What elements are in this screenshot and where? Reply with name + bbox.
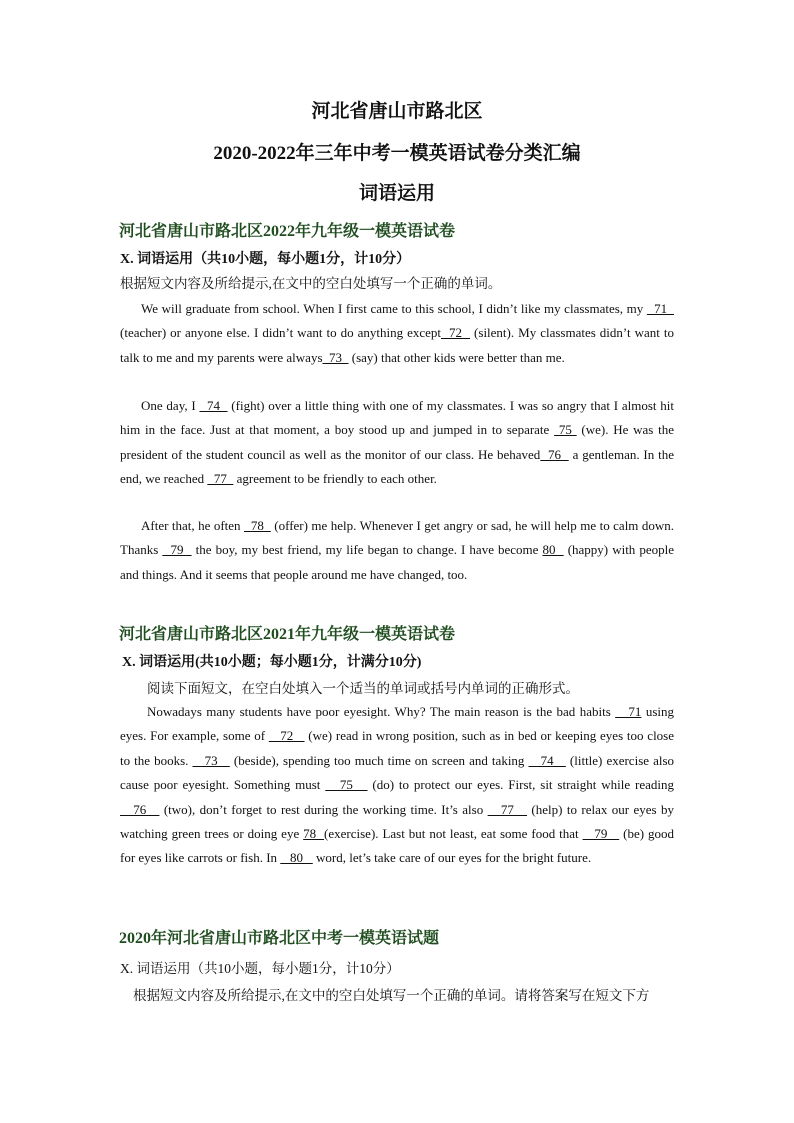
blank-73: 73 <box>322 349 349 365</box>
document-title-topic: 词语运用 <box>358 183 435 204</box>
text: (offer) me help. Whenever I get angry or sad, he will help me to calm down. Thanks <box>120 518 675 558</box>
section-2022-heading: 河北省唐山市路北区2022年九年级一模英语试卷 <box>119 223 456 240</box>
blank-80: 80 <box>542 542 564 558</box>
text: (two), don’t forget to rest during the working time. It’s also <box>159 801 488 817</box>
text: (teacher) or anyone else. I didn’t want to do anything except <box>120 325 442 341</box>
text: (say) that other kids were better than me. <box>348 349 565 365</box>
text: (we). He was the president of the student council as well as the monitor of our class. He behaved <box>120 422 675 462</box>
text: word, let’s take care of our eyes for the bright future. <box>312 850 592 866</box>
blank-72: 72 <box>268 728 305 744</box>
text: (little) exercise also cause poor eyesight. Something must <box>120 752 675 793</box>
blank-73: 73 <box>192 752 230 768</box>
text: After that, he often <box>141 518 244 533</box>
section-2020-intro: 根据短文内容及所给提示,在文中的空白处填写一个正确的单词。请将答案写在短文下方 <box>133 988 650 1003</box>
text: a gentleman. In the end, we reached <box>120 446 674 487</box>
section-2021-paragraph-1 <box>120 700 674 871</box>
section-2021-heading: 河北省唐山市路北区2021年九年级一模英语试卷 <box>119 626 456 643</box>
blank-77: 77 <box>487 801 528 817</box>
section-2022-intro: 根据短文内容及所给提示,在文中的空白处填写一个正确的单词。 <box>120 276 502 291</box>
blank-79: 79 <box>582 826 620 842</box>
blank-79: 79 <box>162 542 192 558</box>
section-2022-subheading: X. 词语运用（共10小题，每小题1分，计10分） <box>120 252 411 267</box>
text: (silent). My classmates didn’t want to talk to me and my parents were always <box>120 325 674 365</box>
blank-71: 71 <box>646 301 675 316</box>
document-title-region: 河北省唐山市路北区 <box>311 101 483 122</box>
section-2021-intro: 阅读下面短文，在空白处填入一个适当的单词或括号内单词的正确形式。 <box>147 681 579 696</box>
text: (help) to relax our eyes by watching green trees or doing eye <box>120 801 675 842</box>
text: (we) read in wrong position, such as in bed or keeping eyes too close to the books. <box>120 728 675 768</box>
text: (happy) with people and things. And it seems that people around me have changed, too. <box>120 542 675 582</box>
blank-80: 80 <box>280 850 313 866</box>
text: (exercise). Last but not least, eat some food that <box>324 826 583 842</box>
section-2022-paragraph-2 <box>120 394 674 492</box>
section-2020-subheading: X. 词语运用（共10小题，每小题1分，计10分） <box>120 961 400 976</box>
section-2021-subheading: X. 词语运用(共10小题；每小题1分，计满分10分) <box>122 655 422 670</box>
text: (do) to protect our eyes. First, sit straight while reading <box>367 777 675 793</box>
blank-71: 71 <box>615 704 642 719</box>
section-2022-paragraph-3 <box>120 514 674 587</box>
document-title-main: 2020-2022年三年中考一模英语试卷分类汇编 <box>213 143 581 164</box>
blank-76: 76 <box>540 446 569 462</box>
text: the boy, my best friend, my life began to change. I have become <box>191 542 543 558</box>
text: (be) good for eyes like carrots or fish. In <box>120 826 674 866</box>
text: (beside), spending too much time on screen and taking <box>229 752 529 768</box>
blank-76: 76 <box>120 801 160 817</box>
text: We will graduate from school. When I first came to this school, I didn’t like my classmates, my <box>141 301 647 316</box>
section-2020-heading: 2020年河北省唐山市路北区中考一模英语试题 <box>119 930 440 947</box>
text: agreement to be friendly to each other. <box>233 471 437 487</box>
text: using eyes. For example, some of <box>120 704 675 744</box>
blank-78: 78 <box>303 826 325 842</box>
blank-77: 77 <box>207 471 234 487</box>
blank-74: 74 <box>528 752 566 768</box>
blank-75: 75 <box>554 422 577 438</box>
text: One day, I <box>141 398 200 413</box>
blank-78: 78 <box>243 518 271 533</box>
blank-74: 74 <box>199 398 228 413</box>
blank-72: 72 <box>441 325 471 341</box>
text: (fight) over a little thing with one of my classmates. I was so angry that I almost hit him in the face. Just at that moment, a boy stood up and jumped in to separate <box>120 398 675 438</box>
blank-75: 75 <box>325 777 368 793</box>
text: Nowadays many students have poor eyesight. Why? The main reason is the bad habits <box>147 704 616 719</box>
section-2022-paragraph-1 <box>120 297 674 370</box>
